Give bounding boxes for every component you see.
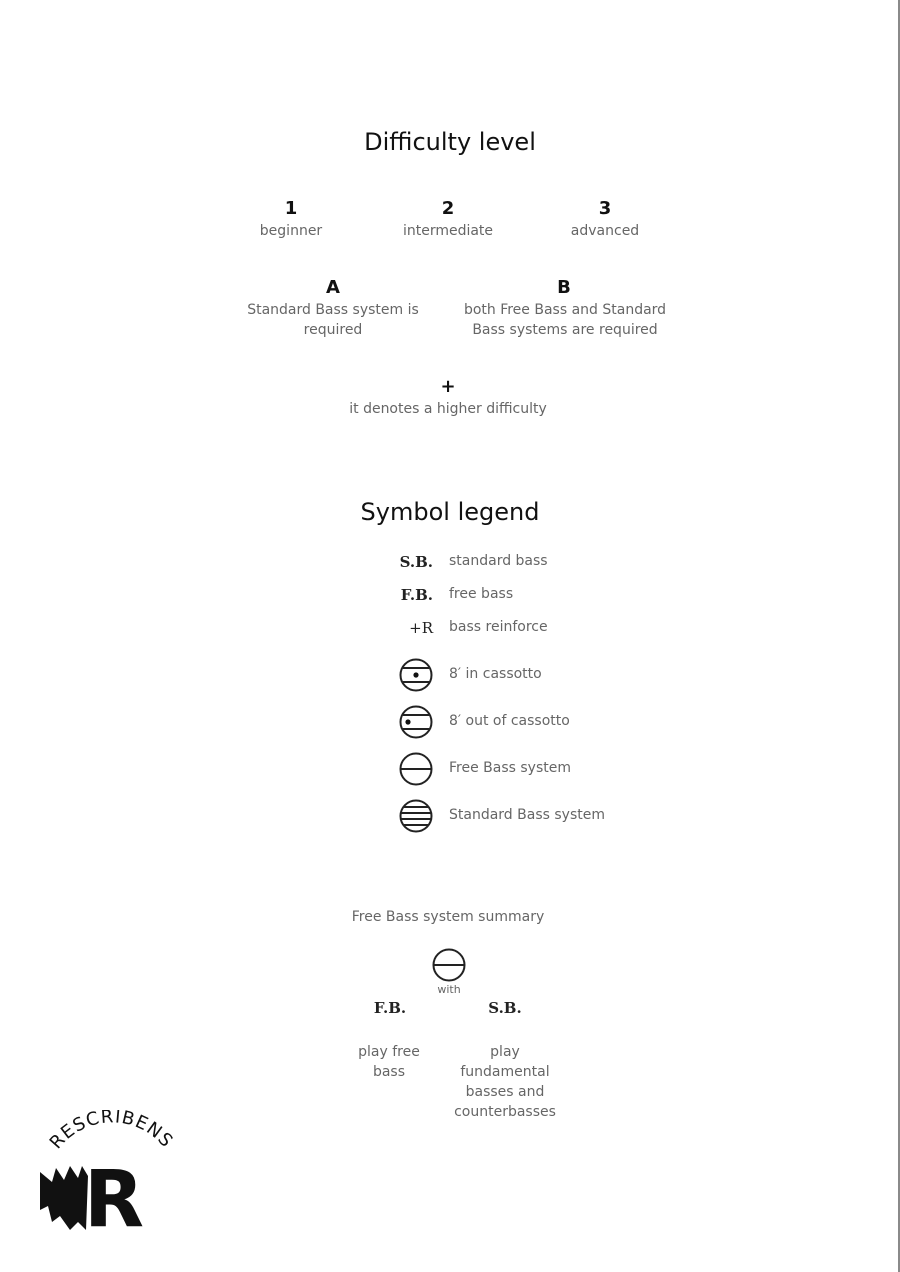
fb-label: free bass bbox=[449, 586, 514, 602]
legend-title: Symbol legend bbox=[360, 498, 540, 526]
8-in-cassotto-label: 8′ in cassotto bbox=[449, 666, 542, 682]
reinforce-abbr: +R bbox=[409, 619, 433, 637]
free-bass-system-label: Free Bass system bbox=[449, 760, 571, 776]
level-3-number: 3 bbox=[598, 198, 612, 219]
level-1-label: beginner bbox=[259, 223, 323, 239]
summary-fb-line2: bass bbox=[372, 1064, 406, 1080]
plus-label: it denotes a higher difficulty bbox=[349, 401, 547, 417]
logo-crown-icon bbox=[40, 1166, 88, 1230]
standard-bass-system-icon bbox=[399, 799, 433, 833]
summary-sb-desc bbox=[440, 1042, 570, 1122]
summary-sb-line2: fundamental bbox=[460, 1064, 550, 1080]
summary-sb-line3: basses and bbox=[465, 1084, 545, 1100]
reinforce-label: bass reinforce bbox=[449, 619, 548, 635]
summary-sb-line1: play bbox=[490, 1044, 520, 1060]
sb-abbr: S.B. bbox=[399, 553, 433, 571]
logo-arc-text: RESCRIBENS bbox=[45, 1110, 178, 1154]
summary-fb-line1: play free bbox=[358, 1044, 420, 1060]
system-a-line2: required bbox=[303, 322, 363, 338]
8-in-cassotto-icon bbox=[399, 658, 433, 692]
rescribens-logo bbox=[30, 1110, 190, 1240]
difficulty-title: Difficulty level bbox=[364, 128, 536, 156]
svg-text:RESCRIBENS bbox=[46, 1110, 177, 1153]
level-3-label: advanced bbox=[570, 223, 640, 239]
system-a-letter: A bbox=[326, 277, 340, 298]
summary-free-bass-icon bbox=[432, 948, 466, 982]
level-1-number: 1 bbox=[284, 198, 298, 219]
summary-sb-abbr: S.B. bbox=[488, 999, 522, 1017]
system-b-letter: B bbox=[557, 277, 571, 298]
summary-fb-abbr: F.B. bbox=[373, 999, 407, 1017]
logo-letter: R bbox=[83, 1155, 145, 1240]
8-out-of-cassotto-label: 8′ out of cassotto bbox=[449, 713, 570, 729]
summary-fb-desc bbox=[334, 1042, 444, 1082]
summary-sb-line4: counterbasses bbox=[454, 1104, 556, 1120]
system-a-line1: Standard Bass system is bbox=[247, 302, 419, 318]
system-a-desc bbox=[218, 300, 448, 340]
system-b-desc bbox=[440, 300, 690, 340]
summary-with: with bbox=[437, 983, 461, 996]
system-b-line2: Bass systems are required bbox=[472, 322, 658, 338]
level-2-label: intermediate bbox=[402, 223, 494, 239]
standard-bass-system-label: Standard Bass system bbox=[449, 807, 605, 823]
summary-title: Free Bass system summary bbox=[351, 909, 545, 925]
level-2-number: 2 bbox=[441, 198, 455, 219]
plus-symbol: + bbox=[440, 376, 456, 397]
8-out-of-cassotto-icon bbox=[399, 705, 433, 739]
fb-abbr: F.B. bbox=[400, 586, 433, 604]
system-b-line1: both Free Bass and Standard bbox=[463, 302, 667, 318]
free-bass-system-icon bbox=[399, 752, 433, 786]
sb-label: standard bass bbox=[449, 553, 548, 569]
